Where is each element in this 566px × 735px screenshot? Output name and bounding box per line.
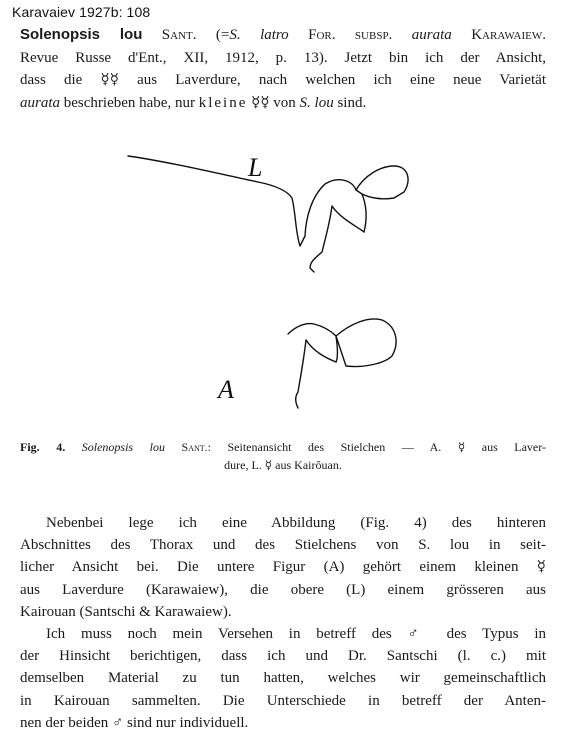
entry-line-2: Revue Russe d'Ent., XII, 1912, p. 13). Jetzt bin ich der Ansicht, xyxy=(20,49,546,66)
body-line: in Kairouan sammelten. Die Unterschiede in betreff der Anten- xyxy=(20,692,546,709)
taxon-heading: Solenopsis lou xyxy=(20,26,143,43)
body-line: Ich muss noch mein Versehen in betreff des ♂ des Typus in xyxy=(46,626,546,643)
source-tag: Karavaiev 1927b: 108 xyxy=(12,4,151,20)
caption-line-1: Fig. 4. Solenopsis lou Sant.: Seitenansicht des Stielchen — A. ☿ aus Laver- xyxy=(20,440,547,454)
upper-postpetiole xyxy=(356,166,408,199)
figure-caption xyxy=(20,438,546,474)
body-line: aus Laverdure (Karawaiew), die obere (L) einem grösseren aus xyxy=(20,581,546,598)
body-line: Kairouan (Santschi & Karawaiew). xyxy=(20,603,232,620)
petiole-drawing xyxy=(100,140,440,430)
figure-label-l: L xyxy=(248,153,263,182)
body-text xyxy=(20,512,546,734)
body-line: demselben Material zu tun hatten, welches wir gemeinschaftlich xyxy=(20,670,546,687)
species-entry xyxy=(20,24,546,114)
upper-gaster-edge xyxy=(362,194,366,232)
lower-thorax-outline xyxy=(288,324,336,336)
caption-line-2: dure, L. ☿ aus Kairôuan. xyxy=(224,458,342,472)
body-line: der Hinsicht berichtigen, dass ich und Dr. Santschi (l. c.) mit xyxy=(20,648,546,665)
body-line: nen der beiden ♂ sind nur individuell. xyxy=(20,714,249,731)
body-line: Nebenbei lege ich eine Abbildung (Fig. 4) des hinteren xyxy=(46,515,546,531)
entry-line-3: dass die ☿☿ aus Laverdure, nach welchen ich eine neue Varietät xyxy=(20,72,546,88)
entry-line-1: Solenopsis lou Sant. (=S. latro For. subsp. aurata Karawaiew. xyxy=(20,26,547,43)
upper-thorax-outline xyxy=(128,156,356,246)
petiole-figure xyxy=(100,140,440,430)
body-line: licher Ansicht bei. Die untere Figur (A) gehört einem kleinen ☿ xyxy=(20,559,546,576)
entry-line-4: aurata beschrieben habe, nur kleine ☿☿ von S. lou sind. xyxy=(20,94,367,111)
body-line: Abschnittes des Thorax und des Stielchens von S. lou in seit- xyxy=(20,537,546,554)
lower-postpetiole xyxy=(336,319,396,367)
upper-petiole-node xyxy=(310,206,364,272)
figure-label-a: A xyxy=(218,375,234,404)
lower-petiole-node xyxy=(296,340,336,408)
